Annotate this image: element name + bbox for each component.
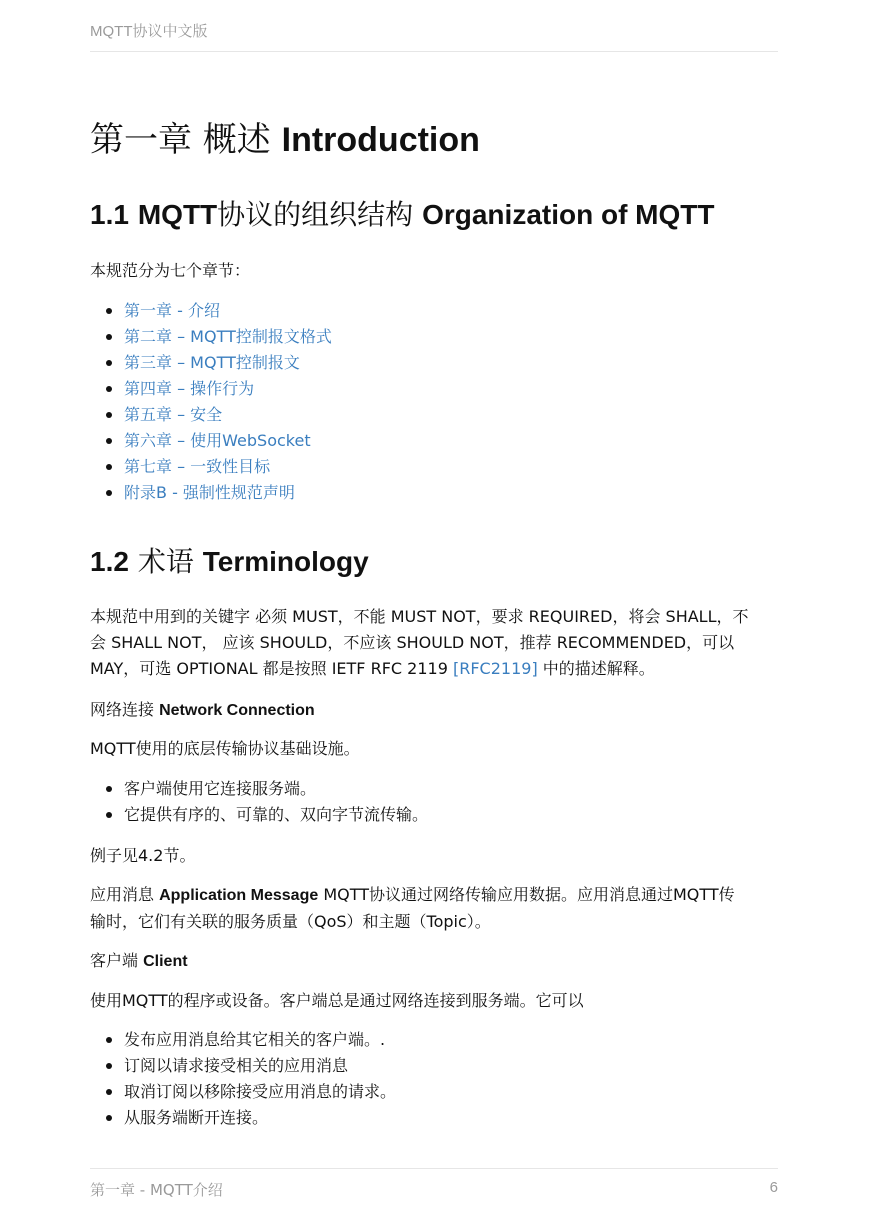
chapter-title [90,118,480,162]
running-header: MQTT协议中文版 [90,23,208,40]
chapter-title-en: Introduction [281,121,480,159]
section-1-1-number: 1.1 [90,199,129,230]
toc-list [90,298,778,506]
footer-divider [90,1168,778,1169]
list-item: 它提供有序的、可靠的、双向字节流传输。 [90,802,778,828]
keywords-line-3 [90,656,778,682]
section-1-1-heading [90,197,715,233]
keywords-line-3-before: MAY，可选 OPTIONAL 都是按照 IETF RFC 2119 [90,659,453,678]
application-message-def-1: MQTT协议通过网络传输应用数据。应用消息通过MQTT传 [318,885,735,904]
keywords-line-1: 本规范中用到的关键字 必须 MUST，不能 MUST NOT，要求 REQUIRED，将会 SHALL，不 [90,607,749,626]
list-item: 取消订阅以移除接受应用消息的请求。 [90,1079,778,1105]
toc-intro: 本规范分为七个章节： [90,261,251,280]
section-1-1-title-cn: 协议的组织结构 [217,198,414,231]
toc-item [90,454,778,480]
toc-link-chapter-6[interactable]: 第六章 – 使用WebSocket [124,431,311,450]
toc-link-chapter-5[interactable]: 第五章 – 安全 [124,405,223,424]
network-connection-example: 例子见4.2节。 [90,846,196,865]
chapter-title-cn: 第一章 概述 [90,120,271,160]
header-divider [90,51,778,52]
section-1-1-title-en: Organization of MQTT [422,199,715,230]
keywords-paragraph [90,604,778,682]
list-item: 订阅以请求接受相关的应用消息 [90,1053,778,1079]
application-message-line-1 [90,882,778,909]
section-1-2-title-en: Terminology [202,546,369,577]
term-application-message-cn: 应用消息 [90,885,160,904]
toc-item [90,324,778,350]
toc-link-chapter-1[interactable]: 第一章 - 介绍 [124,301,220,320]
section-1-2-heading [90,544,369,580]
term-network-connection-cn: 网络连接 [90,700,160,719]
term-client-cn: 客户端 [90,951,144,970]
client-definition: 使用MQTT的程序或设备。客户端总是通过网络连接到服务端。它可以 [90,991,584,1010]
rfc2119-link[interactable]: [RFC2119] [452,659,538,678]
section-1-2-title-cn: 术语 [137,545,194,578]
toc-item [90,298,778,324]
list-item: 发布应用消息给其它相关的客户端。. [90,1027,778,1053]
toc-item [90,480,778,506]
term-client [90,948,778,975]
section-1-2-number: 1.2 [90,546,129,577]
toc-item [90,376,778,402]
running-footer: 第一章 - MQTT介绍 [90,1181,223,1199]
application-message-line-2: 输时，它们有关联的服务质量（QoS）和主题（Topic）。 [90,912,491,931]
toc-item [90,402,778,428]
toc-link-chapter-7[interactable]: 第七章 – 一致性目标 [124,457,271,476]
toc-link-chapter-4[interactable]: 第四章 – 操作行为 [124,379,255,398]
toc-item [90,428,778,454]
term-application-message [90,882,778,935]
toc-link-chapter-2[interactable]: 第二章 – MQTT控制报文格式 [124,327,332,346]
term-network-connection [90,697,778,724]
network-connection-list [90,776,778,828]
list-item: 客户端使用它连接服务端。 [90,776,778,802]
client-capabilities-list [90,1027,778,1131]
keywords-line-2: 会 SHALL NOT， 应该 SHOULD，不应该 SHOULD NOT，推荐 RECOMMENDED，可以 [90,633,735,652]
toc-item [90,350,778,376]
term-application-message-en: Application Message [159,887,319,904]
term-client-en: Client [143,953,188,970]
document-page [90,0,778,1228]
list-item: 从服务端断开连接。 [90,1105,778,1131]
page-number: 6 [769,1179,778,1196]
network-connection-definition: MQTT使用的底层传输协议基础设施。 [90,739,360,758]
section-1-1-title-prefix: MQTT [137,199,218,230]
toc-link-appendix-b[interactable]: 附录B - 强制性规范声明 [124,483,295,502]
term-network-connection-en: Network Connection [159,702,315,719]
keywords-line-3-after: 中的描述解释。 [537,659,655,678]
toc-link-chapter-3[interactable]: 第三章 – MQTT控制报文 [124,353,300,372]
